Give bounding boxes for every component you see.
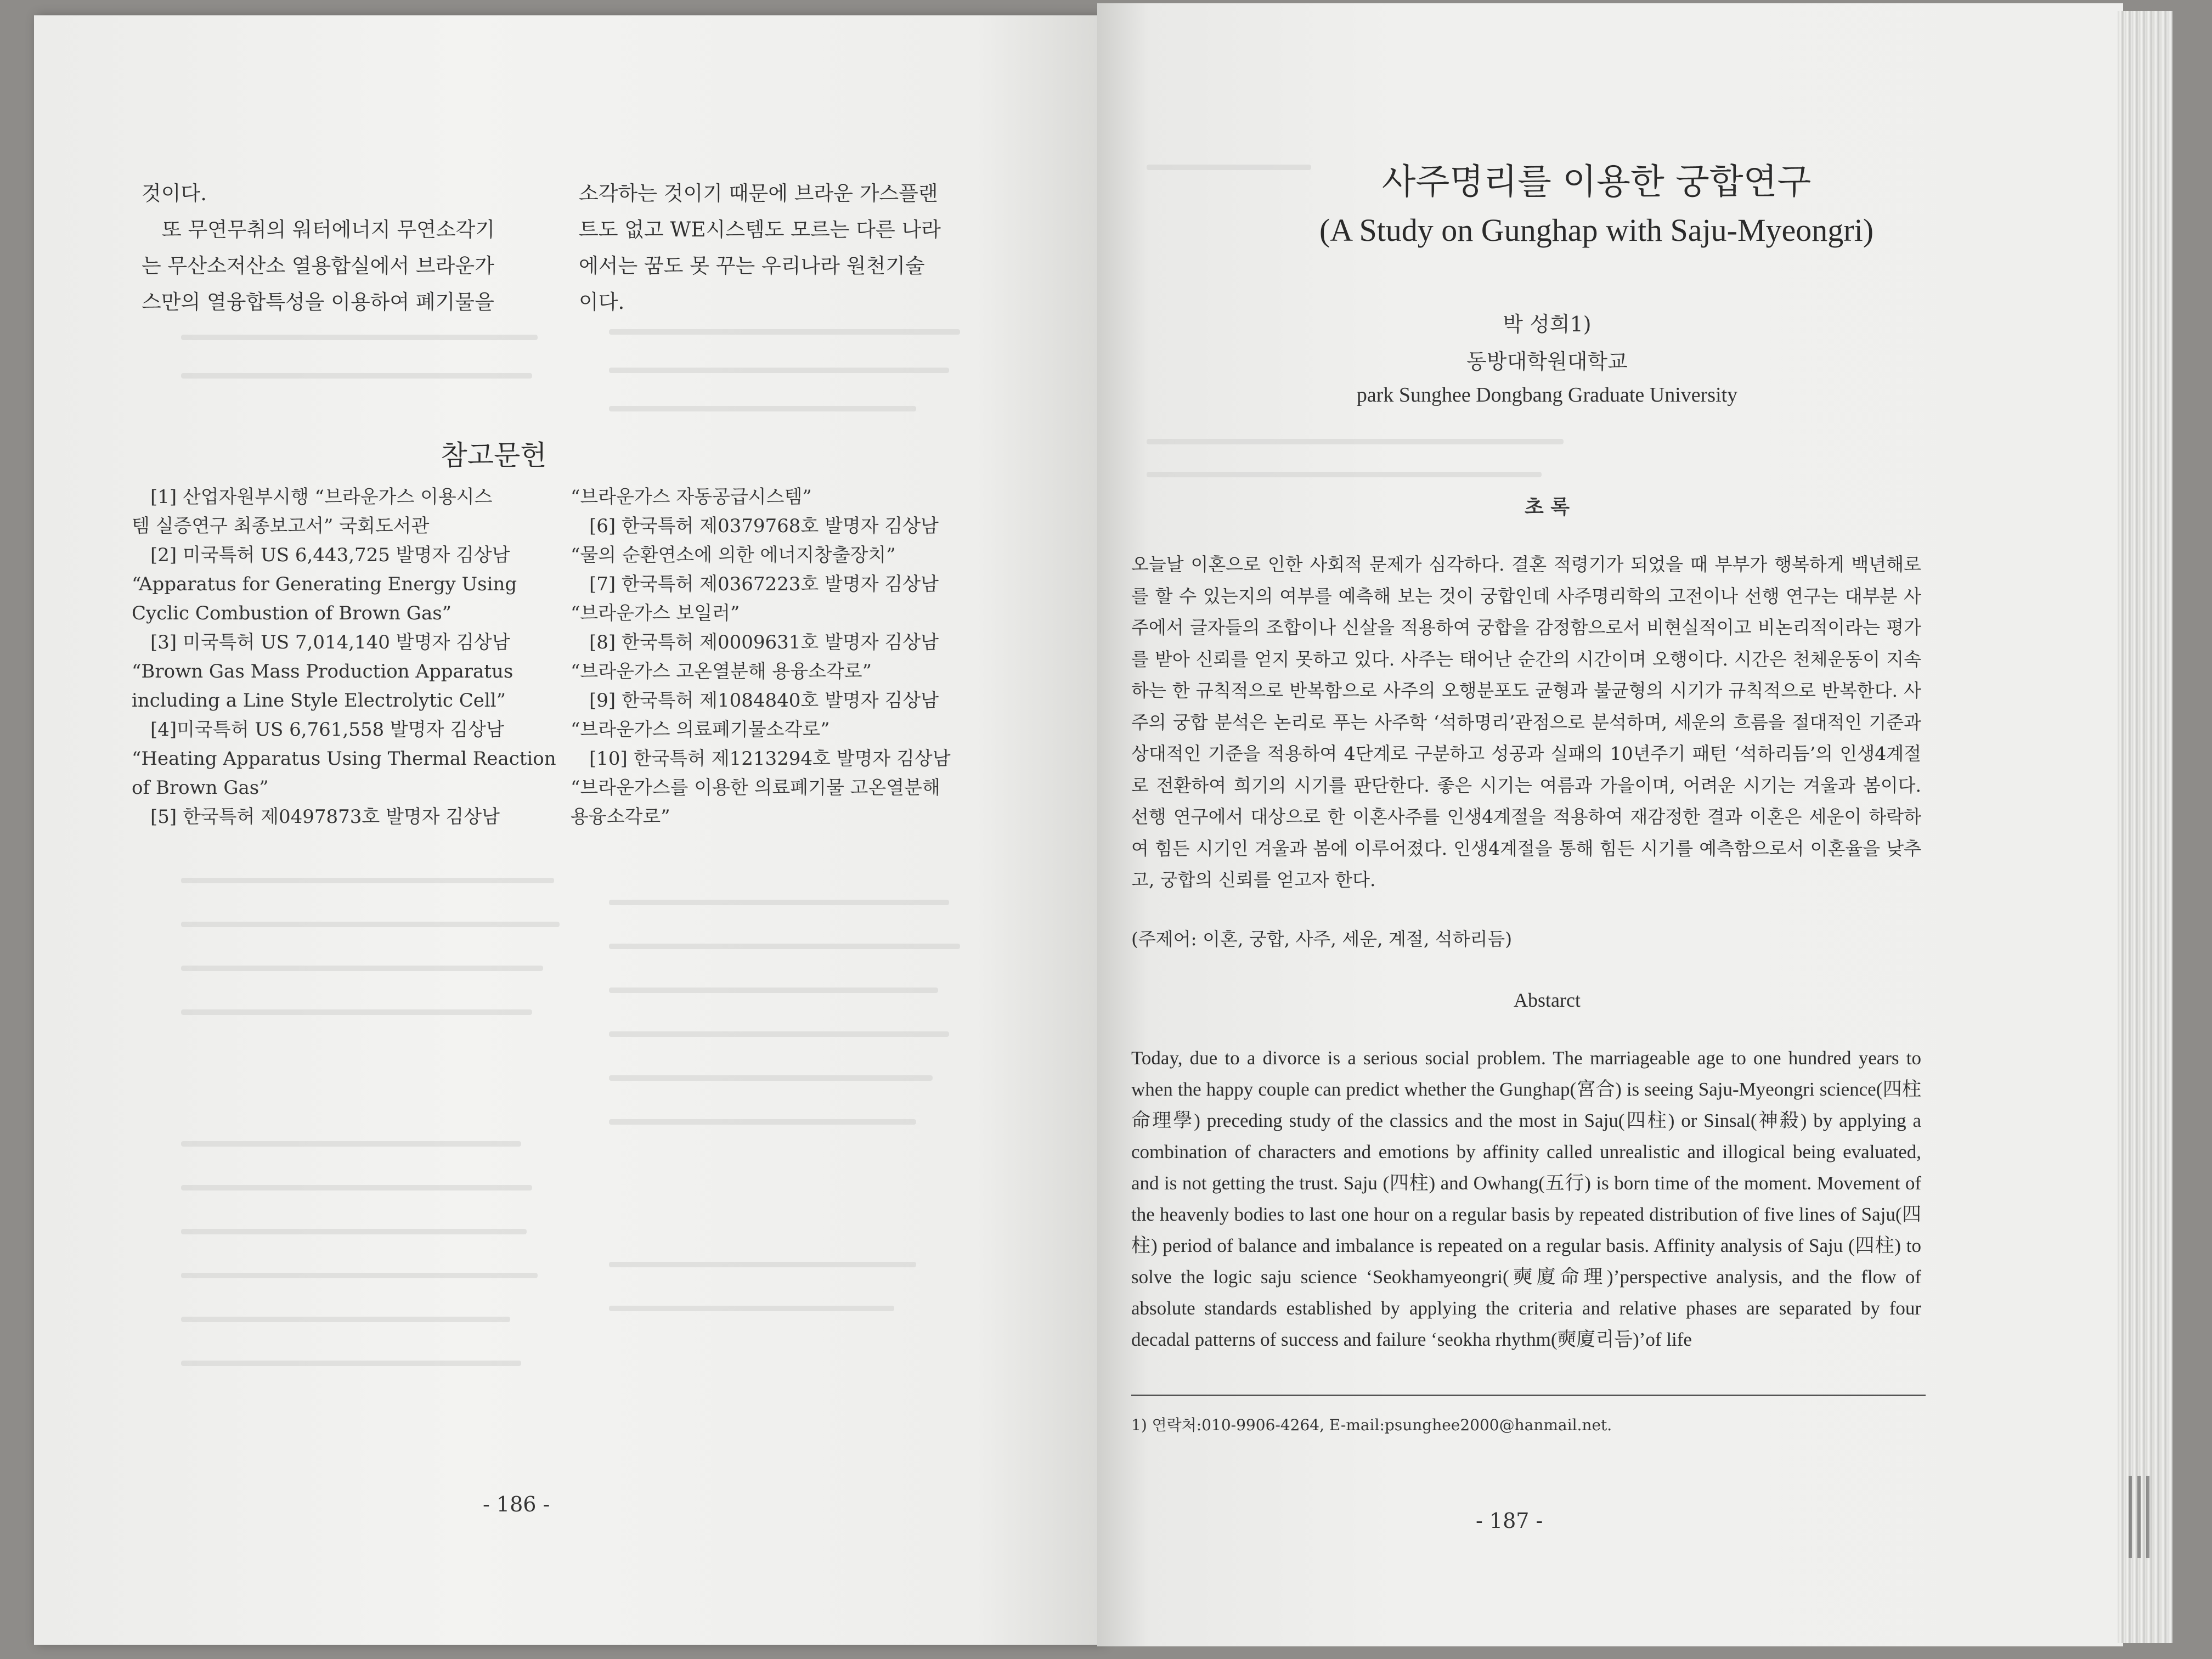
page-edge-stack: [2118, 11, 2172, 1643]
reference-line: “브라운가스 자동공급시스템”: [571, 486, 812, 508]
reference-line: [4]미국특허 US 6,761,558 발명자 김상남: [150, 719, 504, 741]
reference-line: “브라운가스 고온열분해 용융소각로”: [571, 661, 872, 682]
reference-line: [10] 한국특허 제1213294호 발명자 김상남: [589, 748, 951, 770]
body-line: 소각하는 것이기 때문에 브라운 가스플랜: [579, 182, 938, 205]
paper-title-korean: 사주명리를 이용한 궁합연구: [1381, 162, 1812, 202]
reference-line: 템 실증연구 최종보고서” 국회도서관: [132, 515, 430, 537]
reference-line: “물의 순환연소에 의한 에너지창출장치”: [571, 544, 896, 566]
body-line: 에서는 꿈도 못 꾸는 우리나라 원천기술: [579, 254, 925, 278]
references-column-right: [571, 483, 1009, 832]
reference-line: “브라운가스 의료폐기물소각로”: [571, 719, 830, 741]
reference-line: [3] 미국특허 US 7,014,140 발명자 김상남: [150, 631, 510, 653]
body-line: 는 무산소저산소 열용합실에서 브라운가: [142, 254, 494, 278]
reference-line: [9] 한국특허 제1084840호 발명자 김상남: [589, 690, 939, 712]
abstract-english: Today, due to a divorce is a serious social problem. The marriageable age to one hundred years to when the happy couple can predict whether the Gunghap(宮合) is seeing Saju-Myeongri science(四柱命理學) preceding study of the classics and the most in Saju(四柱) or Sinsal(神殺) by applying a combination of characters and emotions by affinity called unrealistic and illogical being evaluated, and is not getting the trust. Saju (四柱) and Owhang(五行) is born time of the moment. Movement of the heavenly bodies to last one hour on a regular basis by repeated distribution of five lines of Saju(四柱) period of balance and imbalance is repeated on a regular basis. Affinity analysis of Saju (四柱) to solve the logic saju science ‘Seokhamyeongri(奭廈命理)’perspective analysis, and the flow of absolute standards established by applying the criteria and relative phases are separated by four decadal patterns of success and failure ‘seokha rhythm(奭廈리듬)’of life: [1131, 1047, 1921, 1350]
references-heading: 참고문헌: [441, 439, 547, 471]
reference-line: [5] 한국특허 제0497873호 발명자 김상남: [150, 806, 500, 828]
reference-line: “Heating Apparatus Using Thermal Reaction: [132, 748, 556, 770]
body-line: 이다.: [579, 290, 625, 314]
reference-line: [2] 미국특허 US 6,443,725 발명자 김상남: [150, 544, 510, 566]
references-column-left: [132, 483, 565, 832]
page-number-left: - 186 -: [483, 1492, 550, 1516]
reference-line: “브라운가스를 이용한 의료폐기물 고온열분해: [571, 777, 940, 799]
reference-line: [6] 한국특허 제0379768호 발명자 김상남: [589, 515, 939, 537]
reference-line: “브라운가스 보일러”: [571, 602, 740, 624]
reference-line: Cyclic Combustion of Brown Gas”: [132, 602, 452, 624]
paper-title-english: (A Study on Gunghap with Saju-Myeongri): [1319, 212, 1874, 248]
author-affiliation: 동방대학원대학교: [1466, 349, 1628, 374]
body-line: 트도 없고 WE시스템도 모르는 다른 나라: [579, 218, 941, 241]
abstract-korean: 오늘날 이혼으로 인한 사회적 문제가 심각하다. 결혼 적령기가 되었을 때 부부가 행복하게 백년해로를 할 수 있는지의 여부를 예측해 보는 것이 궁합인데 사주명리학의 고전이나 선행 연구는 대부분 사주에서 글자들의 조합이나 신살을 적용하여 궁합을 감정함으로서 비현실적이고 비논리적이라는 평가를 받아 신뢰를 얻지 못하고 있다. 사주는 태어난 순간의 시간이며 오행이다. 시간은 천체운동이 지속하는 한 규칙적으로 반복함으로 사주의 오행분포도 균형과 불균형의 시기가 규칙적으로 반복한다. 사주의 궁합 분석은 논리로 푸는 사주학 ‘석하명리’관점으로 분석하며, 세운의 흐름을 절대적인 기준과 상대적인 기준을 적용하여 4단계로 구분하고 성공과 실패의 10년주기 패턴 ‘석하리듬’의 인생4계절로 전환하여 희기의 시기를 판단한다. 좋은 시기는 여름과 가을이며, 어려운 시기는 겨울과 봄이다. 선행 연구에서 대상으로 한 이혼사주를 인생4계절을 적용하여 재감정한 결과 이혼은 세운이 하락하여 힘든 시기인 겨울과 봄에 이루어졌다. 인생4계절을 통해 힘든 시기를 예측함으로서 이혼율을 낮추고, 궁합의 신뢰를 얻고자 한다.: [1131, 554, 1921, 890]
body-line: 또 무연무취의 워터에너지 무연소각기: [162, 218, 495, 241]
abstract-korean-heading: 초 록: [1524, 495, 1570, 518]
abstract-english-heading: Abstarct: [1514, 989, 1581, 1011]
author-name: 박 성희1): [1503, 312, 1592, 336]
reference-line: of Brown Gas”: [132, 777, 269, 799]
reference-line: 용융소각로”: [571, 806, 670, 828]
body-text-column-right: [579, 176, 1007, 320]
reference-line: [1] 산업자원부시행 “브라운가스 이용시스: [150, 486, 493, 508]
reference-line: including a Line Style Electrolytic Cell”: [132, 690, 506, 712]
reference-line: [8] 한국특허 제0009631호 발명자 김상남: [589, 631, 939, 653]
body-line: 것이다.: [142, 182, 207, 205]
footnote: 1) 연락처:010-9906-4264, E-mail:psunghee2000@hanmail.net.: [1131, 1416, 1612, 1434]
page-number-right: - 187 -: [1476, 1509, 1543, 1533]
keywords: (주제어: 이혼, 궁합, 사주, 세운, 계절, 석하리듬): [1131, 928, 1513, 950]
reference-line: [7] 한국특허 제0367223호 발명자 김상남: [589, 573, 939, 595]
body-line: 스만의 열융합특성을 이용하여 폐기물을: [142, 290, 494, 314]
footnote-divider: [1131, 1395, 1926, 1396]
body-text-column-left: [142, 176, 564, 320]
author-english: park Sunghee Dongbang Graduate University: [1356, 383, 1738, 407]
reference-line: “Apparatus for Generating Energy Using: [132, 573, 517, 595]
binding-marks: [2129, 1476, 2151, 1558]
reference-line: “Brown Gas Mass Production Apparatus: [132, 661, 514, 682]
